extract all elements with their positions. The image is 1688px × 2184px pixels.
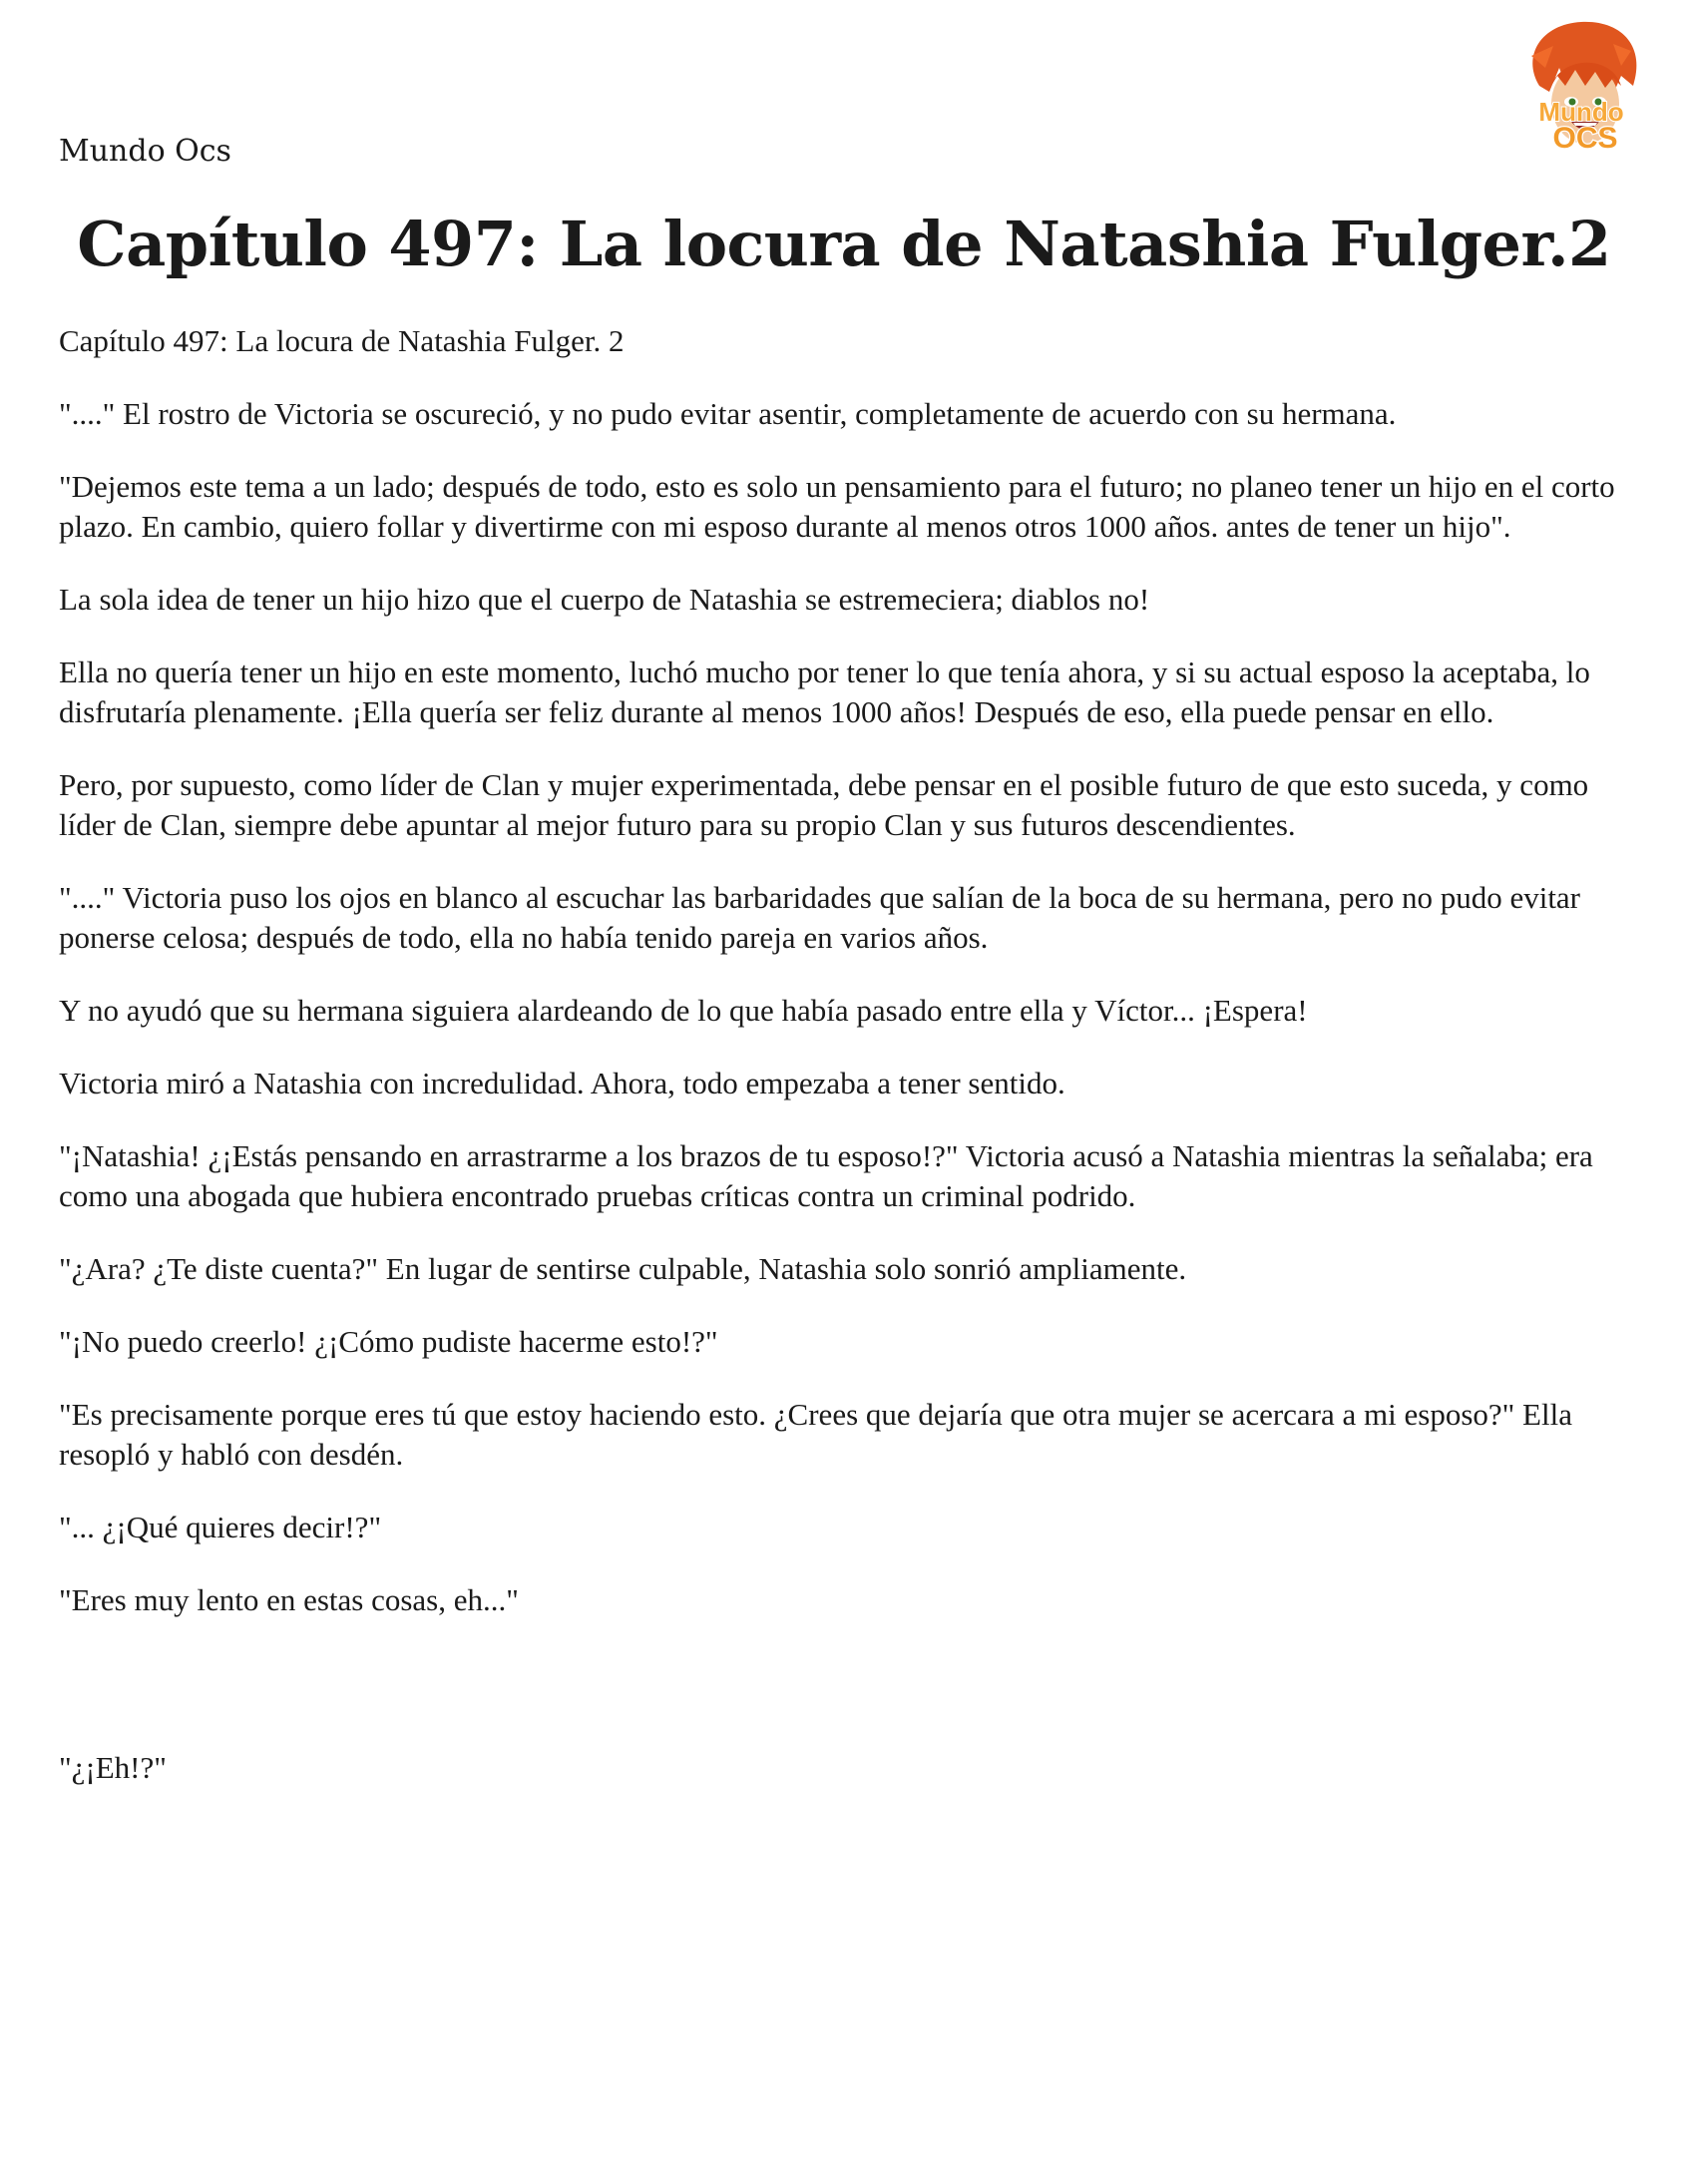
svg-text:OCS: OCS: [1552, 122, 1618, 155]
paragraph: "¿Ara? ¿Te diste cuenta?" En lugar de sentirse culpable, Natashia solo sonrió ampliamente.: [59, 1251, 1187, 1286]
paragraph: "...." El rostro de Victoria se oscureció, y no pudo evitar asentir, completamente de acuerdo con su hermana.: [59, 396, 1397, 431]
paragraph: Ella no quería tener un hijo en este momento, luchó mucho por tener lo que tenía ahora, y si su actual esposo la aceptaba, lo disfrutaría plenamente. ¡Ella quería ser feliz durante al menos 1000 años! Después de eso, ella puede pensar en ello.: [59, 655, 1590, 729]
paragraph: Pero, por supuesto, como líder de Clan y mujer experimentada, debe pensar en el posible futuro de que esto suceda, y como líder de Clan, siempre debe apuntar al mejor futuro para su propio Clan y sus futuros descendientes.: [59, 767, 1589, 842]
svg-text:Mundo: Mundo: [1538, 97, 1624, 127]
paragraph: La sola idea de tener un hijo hizo que el cuerpo de Natashia se estremeciera; diablos no!: [59, 582, 1150, 617]
paragraph: "¡No puedo creerlo! ¿¡Cómo pudiste hacerme esto!?": [59, 1324, 718, 1359]
paragraph: Victoria miró a Natashia con incredulidad. Ahora, todo empezaba a tener sentido.: [59, 1066, 1065, 1100]
paragraph: "...." Victoria puso los ojos en blanco al escuchar las barbaridades que salían de la boca de su hermana, pero no pudo evitar ponerse celosa; después de todo, ella no había tenido pareja en varios años.: [59, 880, 1581, 955]
paragraph: Capítulo 497: La locura de Natashia Fulger. 2: [59, 323, 625, 358]
paragraph: "Es precisamente porque eres tú que estoy haciendo esto. ¿Crees que dejaría que otra mujer se acercara a mi esposo?" Ella resopló y habló con desdén.: [59, 1397, 1572, 1472]
paragraph: "... ¿¡Qué quieres decir!?": [59, 1510, 382, 1544]
paragraph: "¿¡Eh!?": [59, 1750, 167, 1785]
paragraph: "Eres muy lento en estas cosas, eh...": [59, 1582, 519, 1617]
site-name: Mundo Ocs: [59, 134, 231, 169]
paragraph: "Dejemos este tema a un lado; después de todo, esto es solo un pensamiento para el futuro; no planeo tener un hijo en el corto plazo. En cambio, quiero follar y divertirme con mi esposo durante al menos otros 1000 años. antes de tener un hijo".: [59, 469, 1615, 544]
chapter-body: [59, 321, 1635, 1821]
paragraph: Y no ayudó que su hermana siguiera alardeando de lo que había pasado entre ella y Víctor... ¡Espera!: [59, 993, 1308, 1028]
paragraph: "¡Natashia! ¿¡Estás pensando en arrastrarme a los brazos de tu esposo!?" Victoria acusó a Natashia mientras la señalaba; era como una abogada que hubiera encontrado pruebas críticas contra un criminal podrido.: [59, 1138, 1593, 1213]
mundo-ocs-logo: [1501, 16, 1661, 176]
chapter-title: Capítulo 497: La locura de Natashia Fulger.2: [77, 208, 1611, 280]
